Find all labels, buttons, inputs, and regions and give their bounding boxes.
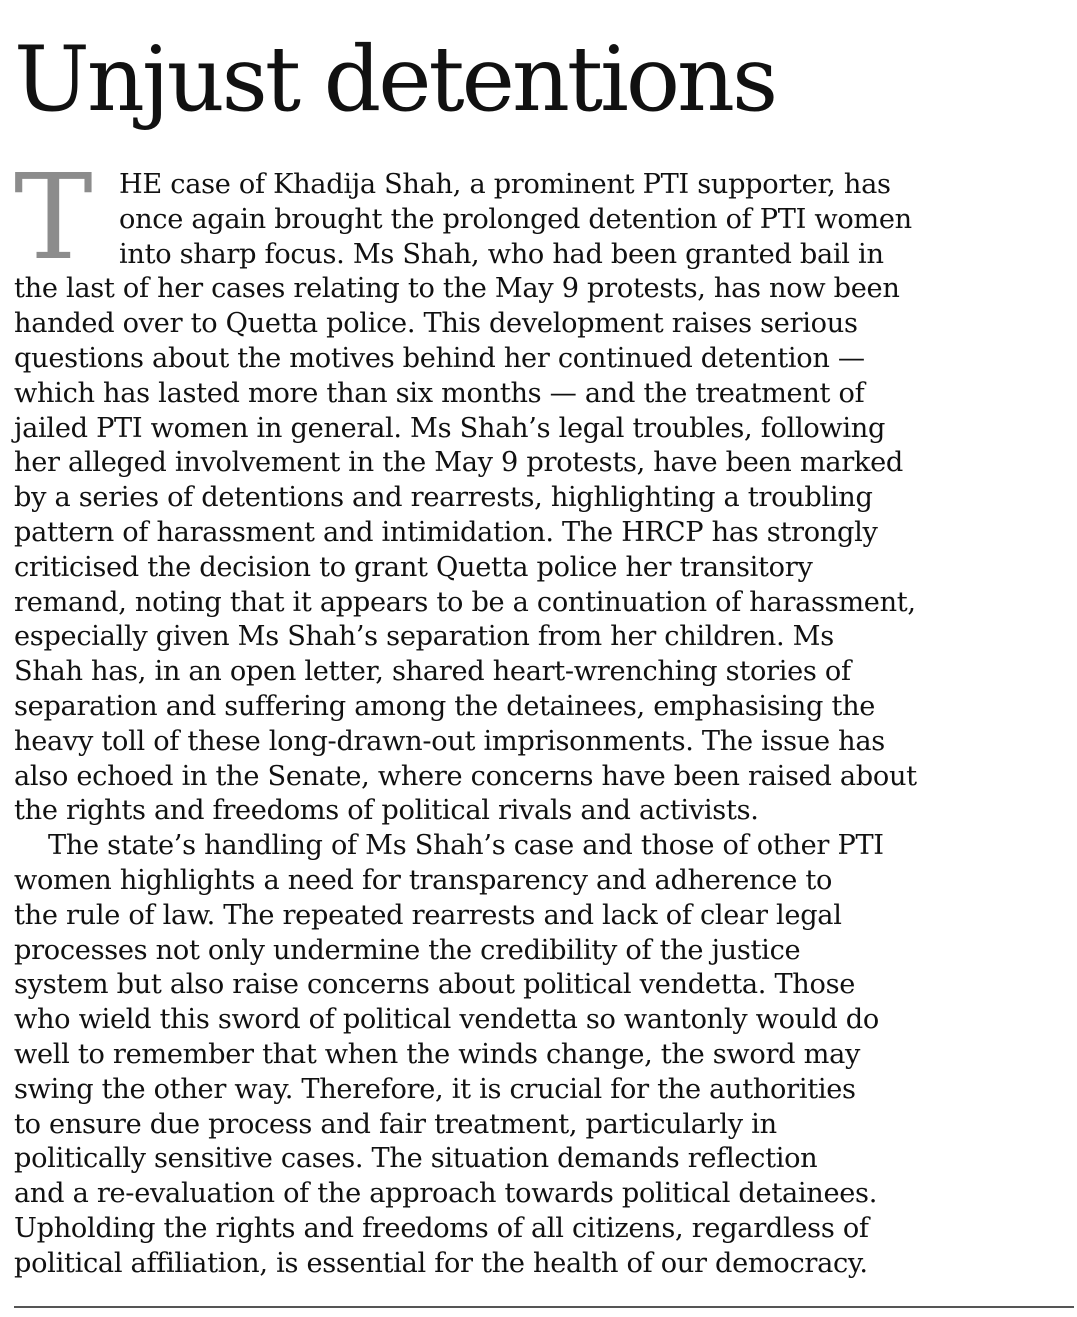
body-line: into sharp focus. Ms Shah, who had been granted bail in <box>119 238 884 270</box>
body-line: Shah has, in an open letter, shared heart-wrenching stories of <box>14 656 851 688</box>
body-line: remand, noting that it appears to be a continuation of harassment, <box>14 586 916 618</box>
body-line: which has lasted more than six months — and the treatment of <box>14 377 865 409</box>
body-line: questions about the motives behind her continued detention — <box>14 342 865 374</box>
body-line: criticised the decision to grant Quetta police her transitory <box>14 551 813 583</box>
body-line: once again brought the prolonged detention of PTI women <box>119 203 912 235</box>
drop-cap: T <box>14 148 93 286</box>
body-line: to ensure due process and fair treatment, particularly in <box>14 1108 777 1140</box>
body-line: Upholding the rights and freedoms of all citizens, regardless of <box>14 1212 869 1244</box>
body-line: The state’s handling of Ms Shah’s case and those of other PTI <box>48 830 884 862</box>
body-line: swing the other way. Therefore, it is crucial for the authorities <box>14 1073 856 1105</box>
article-body <box>14 168 1074 1282</box>
body-line: well to remember that when the winds change, the sword may <box>14 1038 861 1070</box>
body-line: the last of her cases relating to the May 9 protests, has now been <box>14 273 900 305</box>
body-line: processes not only undermine the credibility of the justice <box>14 934 801 966</box>
body-line: her alleged involvement in the May 9 protests, have been marked <box>14 447 903 479</box>
body-line: pattern of harassment and intimidation. The HRCP has strongly <box>14 516 878 548</box>
body-line: political affiliation, is essential for the health of our democracy. <box>14 1247 868 1279</box>
body-line: by a series of detentions and rearrests, highlighting a troubling <box>14 482 873 514</box>
body-line: system but also raise concerns about political vendetta. Those <box>14 969 856 1001</box>
body-line: HE case of Khadija Shah, a prominent PTI supporter, has <box>119 169 891 200</box>
body-line: and a re-evaluation of the approach towards political detainees. <box>14 1178 878 1210</box>
body-line: politically sensitive cases. The situation demands reflection <box>14 1143 818 1175</box>
body-line: separation and suffering among the detainees, emphasising the <box>14 690 876 722</box>
body-line: especially given Ms Shah’s separation from her children. Ms <box>14 621 834 653</box>
body-line: handed over to Quetta police. This development raises serious <box>14 308 858 340</box>
body-line: also echoed in the Senate, where concerns have been raised about <box>14 760 917 792</box>
body-line: heavy toll of these long-drawn-out imprisonments. The issue has <box>14 725 885 757</box>
body-line: jailed PTI women in general. Ms Shah’s legal troubles, following <box>14 412 886 444</box>
body-line: the rights and freedoms of political rivals and activists. <box>14 795 759 827</box>
headline: Unjust detentions <box>14 27 776 132</box>
body-line: the rule of law. The repeated rearrests and lack of clear legal <box>14 899 842 931</box>
body-line: women highlights a need for transparency and adherence to <box>14 864 833 896</box>
bottom-rule-divider <box>14 1306 1074 1308</box>
body-line: who wield this sword of political vendetta so wantonly would do <box>14 1004 879 1036</box>
